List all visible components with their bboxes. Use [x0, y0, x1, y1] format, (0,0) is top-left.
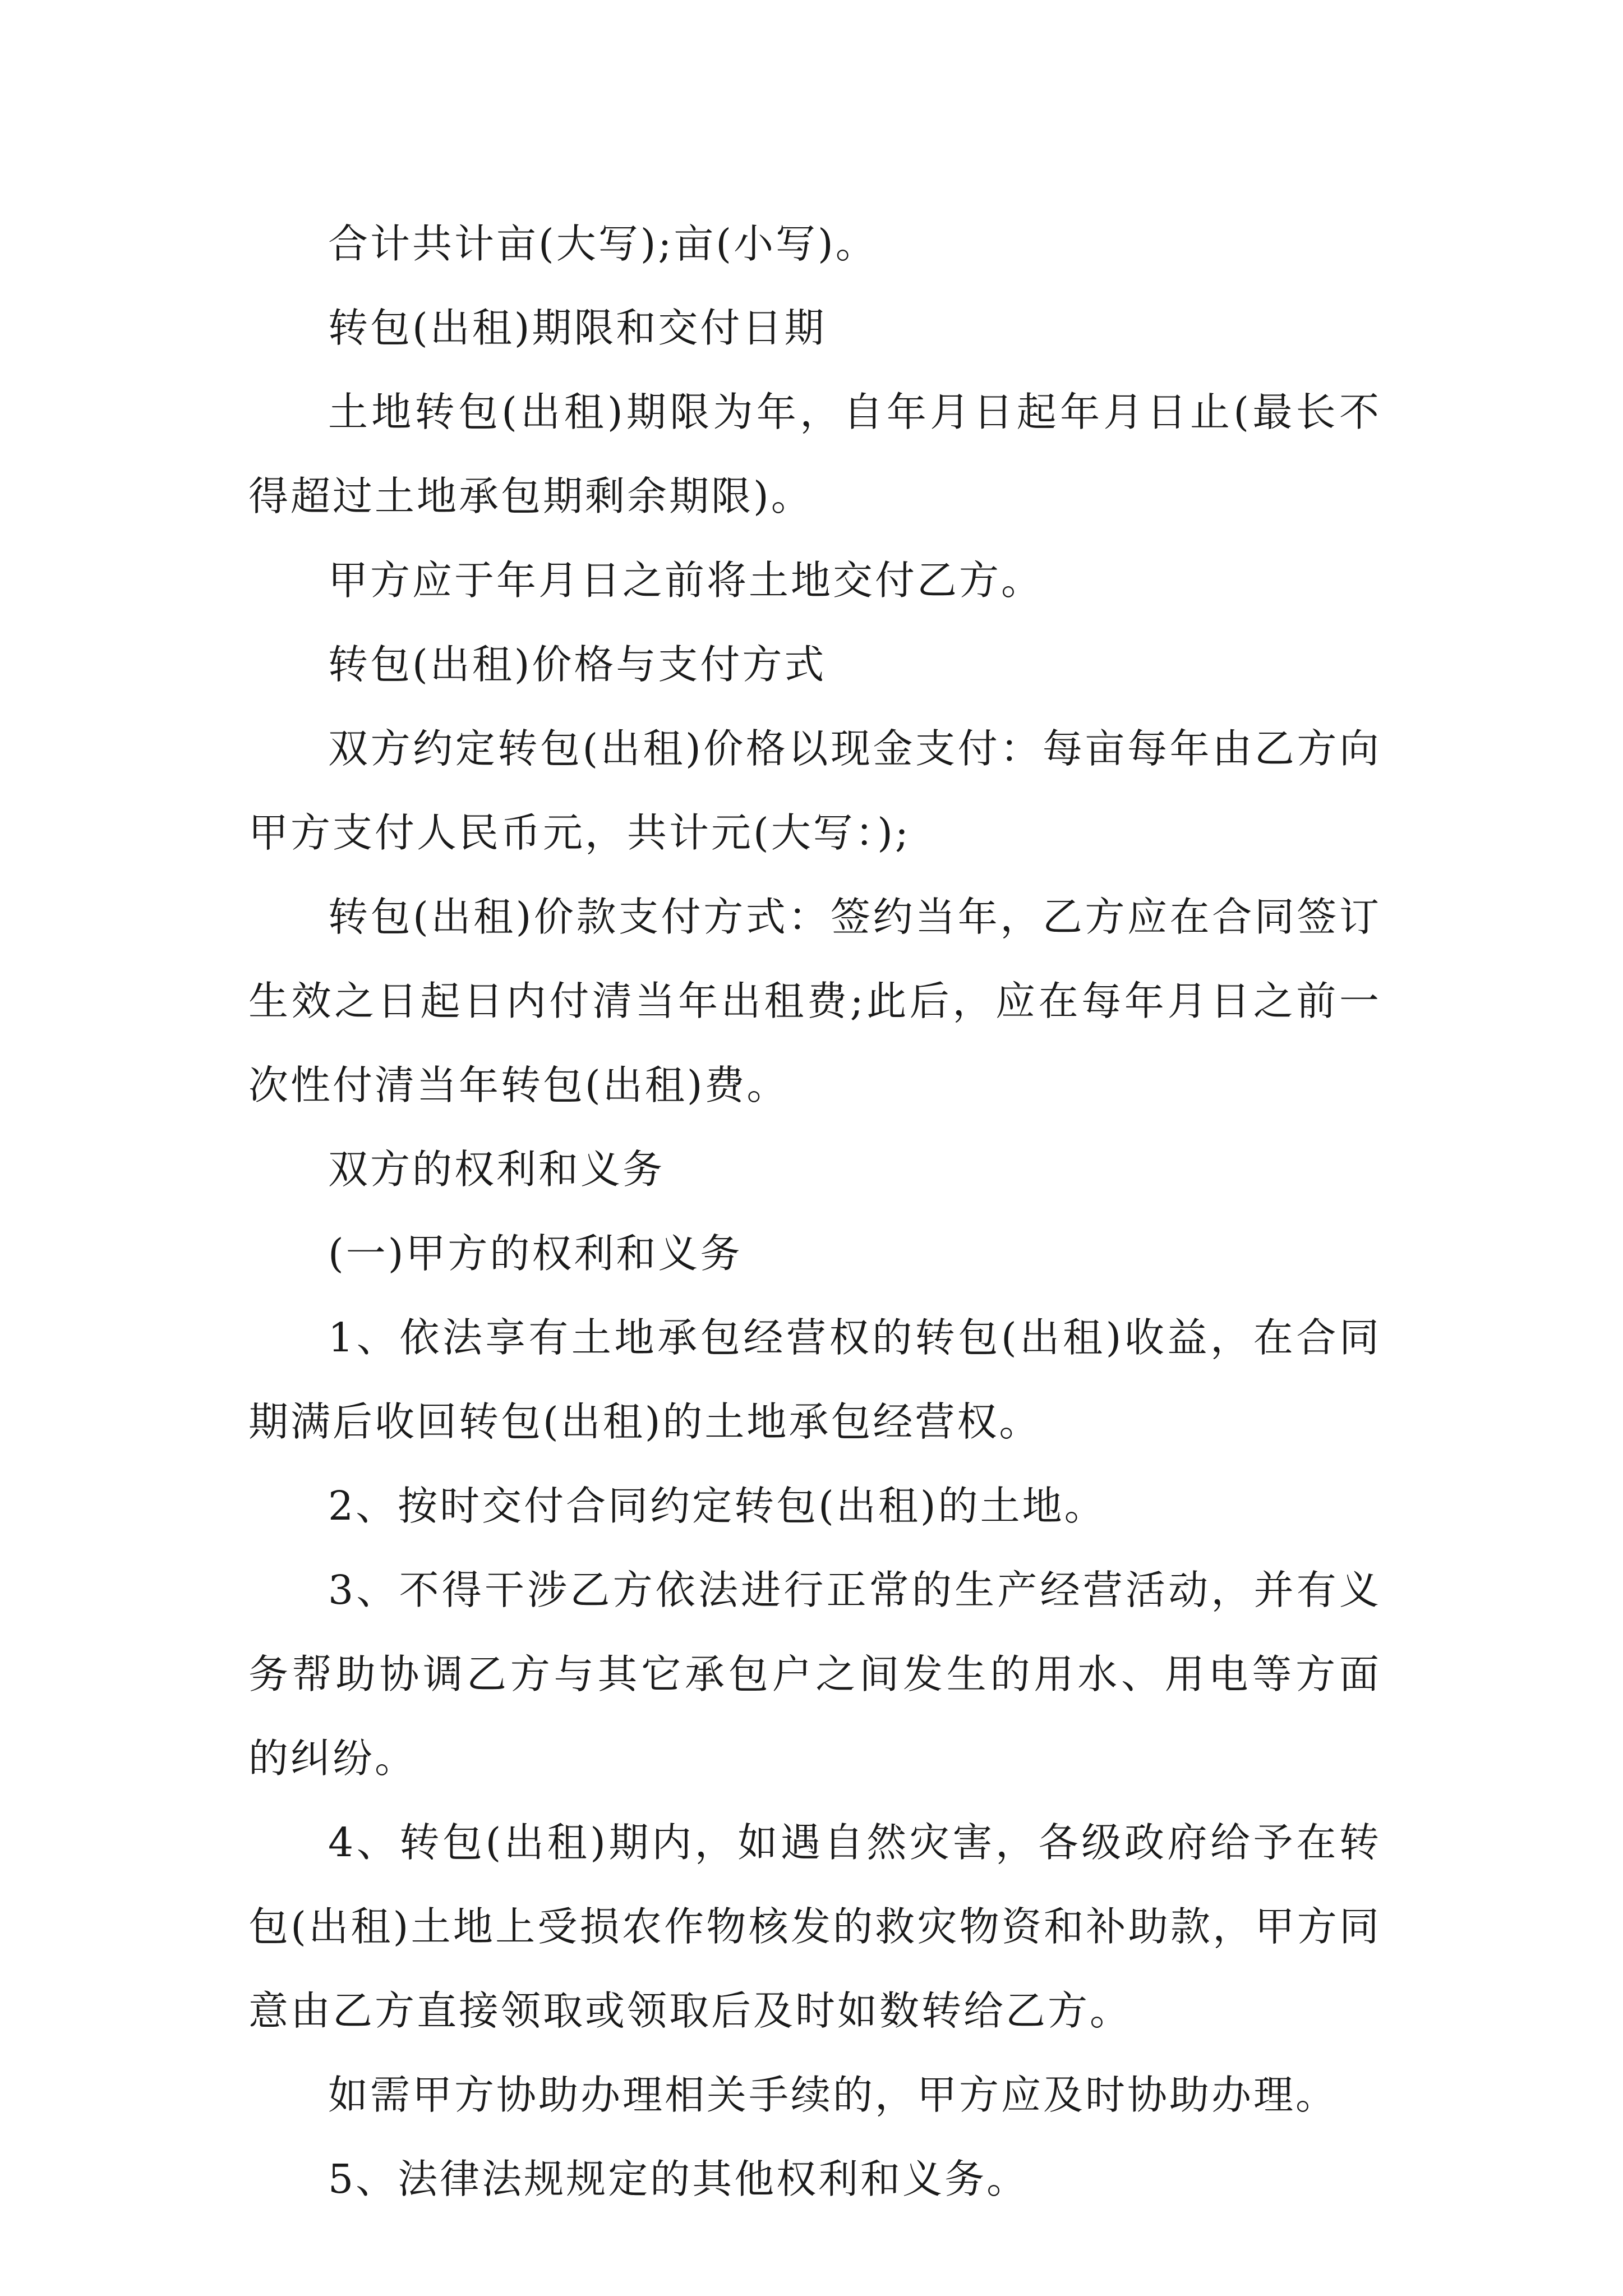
paragraph-delivery-date: 甲方应于年月日之前将土地交付乙方。	[328, 557, 1044, 604]
clause-4-continued: 如需甲方协助办理相关手续的，甲方应及时协助办理。	[328, 2072, 1338, 2118]
paragraph-price: 双方约定转包(出租)价格以现金支付：每亩每年由乙方向甲方支付人民币元，共计元(大写：);	[248, 725, 1381, 856]
paragraph-lease-term: 土地转包(出租)期限为年，自年月日起年月日止(最长不得超过土地承包期剩余期限)。	[248, 389, 1381, 519]
heading-term-and-delivery: 转包(出租)期限和交付日期	[328, 305, 827, 351]
heading-price-and-payment: 转包(出租)价格与支付方式	[328, 641, 827, 688]
paragraph-total-area: 合计共计亩(大写);亩(小写)。	[328, 220, 878, 267]
subheading-party-a-rights: (一)甲方的权利和义务	[328, 1230, 743, 1277]
paragraph-payment-method: 转包(出租)价款支付方式：签约当年，乙方应在合同签订生效之日起日内付清当年出租费;此后，应在每年月日之前一次性付清当年转包(出租)费。	[248, 894, 1381, 1108]
clause-1: 1、依法享有土地承包经营权的转包(出租)收益，在合同期满后收回转包(出租)的土地承包经营权。	[248, 1314, 1381, 1445]
clause-2: 2、按时交付合同约定转包(出租)的土地。	[328, 1483, 1106, 1529]
heading-rights-and-obligations: 双方的权利和义务	[328, 1146, 665, 1193]
clause-5: 5、法律法规规定的其他权利和义务。	[328, 2156, 1029, 2202]
clause-4: 4、转包(出租)期内，如遇自然灾害，各级政府给予在转包(出租)土地上受损农作物核发的救灾物资和补助款，甲方同意由乙方直接领取或领取后及时如数转给乙方。	[248, 1819, 1381, 2034]
document-body	[248, 202, 1381, 2221]
clause-3: 3、不得干涉乙方依法进行正常的生产经营活动，并有义务帮助协调乙方与其它承包户之间发生的用水、用电等方面的纠纷。	[248, 1567, 1381, 1782]
